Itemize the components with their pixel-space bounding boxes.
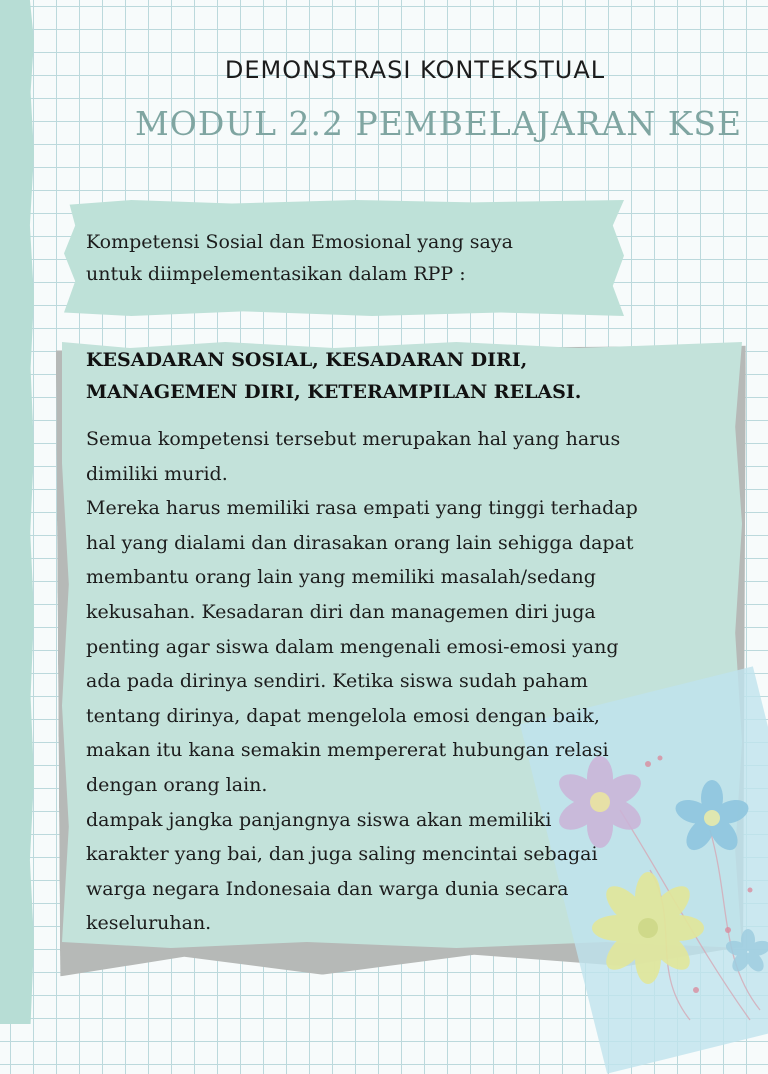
competency-explanation: Semua kompetensi tersebut merupakan hal yang harus dimiliki murid. Mereka harus memiliki rasa empati yang tinggi terhadap hal yang dialami dan dirasakan orang lain sehigga dapat membantu orang lain yang memiliki masalah/sedang kekusahan. Kesadaran diri dan managemen diri juga penting agar siswa dalam mengenali emosi-emosi yang ada pada dirinya sendiri. Ketika siswa sudah paham tentang dirinya, dapat mengelola emosi dengan baik, makan itu kana semakin mempererat hubungan relasi dengan orang lain. dampak jangka panjangnya siswa akan memiliki karakter yang bai, dan juga saling mencintai sebagai warga negara Indonesaia dan warga dunia secara keseluruhan. xyxy=(86,428,638,935)
competency-heading: KESADARAN SOSIAL, KESADARAN DIRI, MANAGEMEN DIRI, KETERAMPILAN RELASI. xyxy=(86,349,582,403)
left-paper-strip xyxy=(0,0,34,1024)
intro-note-text: Kompetensi Sosial dan Emosional yang saya untuk diimpelementasikan dalam RPP : xyxy=(86,231,513,285)
page-title: MODUL 2.2 PEMBELAJARAN KSE xyxy=(135,104,743,143)
page-subtitle: DEMONSTRASI KONTEKSTUAL xyxy=(224,56,606,84)
